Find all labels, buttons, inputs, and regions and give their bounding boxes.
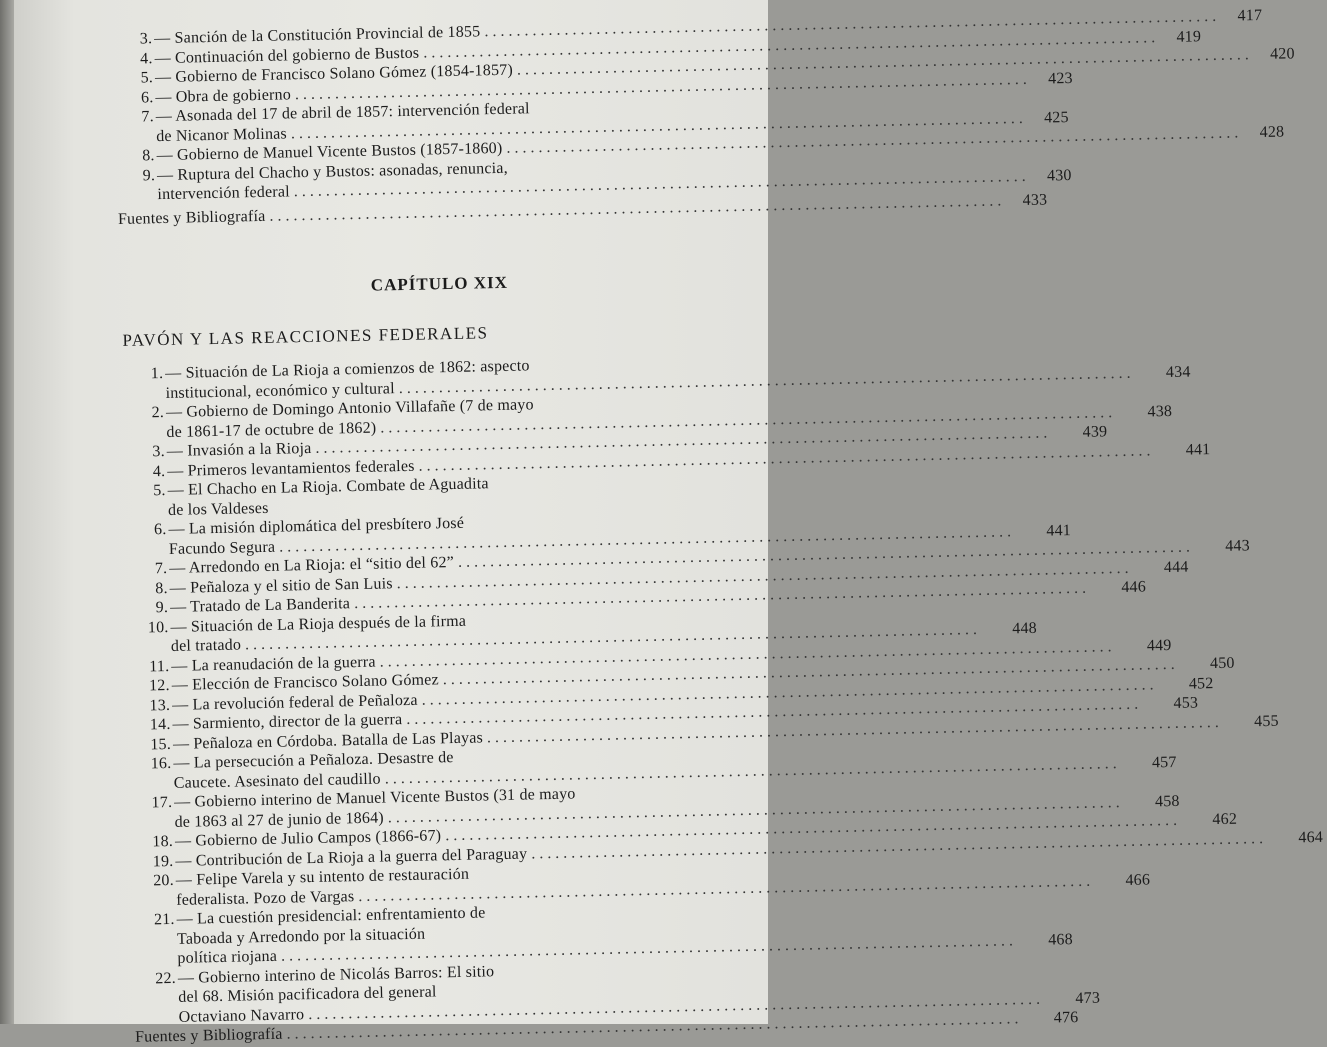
entry-number: 14.: [149, 715, 171, 734]
entry-number: 7.: [154, 560, 168, 578]
entry-line: — Arredondo en La Rioja: el “sitio del 62”: [169, 553, 455, 577]
entry-line: del 68. Misión pacificadora del general: [178, 983, 437, 1006]
entry-page: 443: [1225, 537, 1251, 555]
entry-page: 434: [1165, 363, 1191, 381]
bibliography-label: Fuentes y Bibliografía: [117, 207, 266, 228]
entry-page: 458: [1154, 792, 1180, 810]
entry-number: 22.: [155, 969, 177, 987]
entry-number: 9.: [155, 598, 169, 617]
entry-page: 468: [1048, 931, 1074, 949]
entry-number: 3.: [152, 443, 166, 461]
entry-line: — Gobierno de Manuel Vicente Bustos (1857-1860): [156, 139, 503, 165]
bibliography-page: 476: [1053, 1009, 1079, 1027]
entry-page: 462: [1212, 810, 1238, 829]
entry-page: 438: [1147, 402, 1173, 420]
entry-line: — Ruptura del Chacho y Bustos: asonadas, renuncia,: [156, 159, 508, 184]
entry-page: 455: [1253, 712, 1279, 730]
entry-line: — Tratado de La Banderita: [169, 595, 351, 616]
entry-number: 16.: [150, 754, 172, 773]
entry-page: 448: [1012, 619, 1038, 638]
entry-line: — Felipe Varela y su intento de restauración: [175, 865, 470, 889]
entry-line: política riojana: [177, 947, 278, 967]
entry-line: — Primeros levantamientos federales: [167, 457, 415, 480]
entry-page: 450: [1209, 654, 1235, 673]
entry-line: Octaviano Navarro: [178, 1005, 305, 1026]
entry-line: de 1863 al 27 de junio de 1864): [174, 809, 385, 831]
entry-line: — Peñaloza en Córdoba. Batalla de Las Playas: [172, 728, 484, 753]
entry-page: 439: [1082, 423, 1108, 441]
entry-page: 441: [1046, 521, 1072, 540]
entry-page: 457: [1151, 753, 1177, 771]
entry-line: — Sarmiento, director de la guerra: [172, 711, 403, 733]
entry-line: — Obra de gobierno: [155, 85, 292, 106]
chapter-heading: CAPÍTULO XIX: [370, 272, 509, 295]
entry-line: Caucete. Asesinato del caudillo: [173, 770, 381, 792]
entry-line: federalista. Pozo de Vargas: [176, 887, 355, 909]
entry-page: 420: [1269, 45, 1295, 63]
entry-number: 3.: [139, 30, 153, 48]
entry-number: 2.: [151, 404, 165, 422]
table-of-contents: [114, 6, 1324, 1047]
entry-line: — Gobierno interino de Nicolás Barros: El sitio: [177, 962, 495, 987]
entry-line: — Elección de Francisco Solano Gómez: [171, 671, 439, 694]
entry-page: 430: [1046, 166, 1072, 185]
entry-line: — Invasión a la Rioja: [166, 439, 312, 460]
entry-page: 449: [1146, 636, 1172, 655]
entry-page: 419: [1176, 27, 1202, 46]
entry-number: 11.: [149, 657, 170, 675]
entry-number: 7.: [141, 108, 155, 126]
entry-line: — La misión diplomática del presbítero José: [168, 514, 465, 538]
entry-line: — Situación de La Rioja después de la firma: [170, 612, 467, 636]
bibliography-page: 433: [1022, 190, 1048, 209]
entry-line: del tratado: [170, 636, 242, 655]
entry-number: 18.: [152, 832, 174, 851]
entry-line: de Nicanor Molinas: [156, 124, 288, 145]
entry-line: — Sanción de la Constitución Provincial de 1855: [154, 23, 481, 48]
book-page: [14, 0, 1324, 1046]
entry-number: 8.: [155, 579, 168, 597]
entry-number: 8.: [142, 147, 155, 165]
entry-line: — Situación de La Rioja a comienzos de 1862: aspecto: [165, 357, 530, 383]
entry-number: 4.: [140, 49, 153, 67]
chapter-title: PAVÓN Y LAS REACCIONES FEDERALES: [122, 323, 489, 350]
entry-number: 9.: [142, 166, 156, 184]
entry-line: — Gobierno de Francisco Solano Gómez (1854-1857): [154, 61, 514, 87]
entry-line: intervención federal: [157, 183, 290, 204]
entry-page: 444: [1163, 558, 1189, 576]
entry-number: 15.: [150, 735, 172, 753]
entry-page: 466: [1125, 870, 1151, 889]
entry-line: de 1861-17 de octubre de 1862): [166, 419, 377, 441]
entry-line: — Asonada del 17 de abril de 1857: intervención federal: [155, 100, 530, 126]
entry-page: 464: [1298, 828, 1324, 846]
entry-line: — El Chacho en La Rioja. Combate de Aguadita: [167, 475, 489, 499]
entry-page: 453: [1173, 694, 1199, 712]
entry-page: 473: [1075, 989, 1101, 1007]
entry-page: 441: [1185, 440, 1211, 459]
entry-number: 20.: [153, 871, 175, 890]
entry-line: — Peñaloza y el sitio de San Luis: [169, 574, 393, 597]
entry-page: 452: [1188, 674, 1214, 693]
entry-page: 417: [1237, 6, 1263, 25]
entry-number: 5.: [153, 482, 166, 500]
entry-line: Facundo Segura: [168, 538, 276, 558]
entry-number: 19.: [152, 852, 174, 870]
entry-line: — La reanudación de la guerra: [171, 653, 376, 675]
entry-line: — La revolución federal de Peñaloza: [171, 691, 418, 714]
entry-line: — La cuestión presidencial: enfrentamiento de: [176, 904, 486, 928]
entry-number: 6.: [140, 88, 154, 106]
entry-line: — La persecución a Peñaloza. Desastre de: [173, 749, 454, 772]
book-gutter: [0, 0, 14, 1024]
entry-number: 12.: [148, 676, 170, 695]
entry-line: Taboada y Arredondo por la situación: [176, 925, 426, 948]
entry-number: 4.: [152, 462, 166, 480]
entry-line: — Continuación del gobierno de Bustos: [154, 44, 420, 67]
entry-line: — Gobierno interino de Manuel Vicente Bustos (31 de mayo: [174, 785, 576, 811]
entry-page: 446: [1121, 578, 1147, 597]
entry-line: de los Valdeses: [167, 499, 269, 519]
entry-page: 425: [1043, 108, 1069, 127]
entry-number: 17.: [151, 793, 173, 812]
entry-line: — Gobierno de Julio Campos (1866-67): [174, 827, 442, 850]
entry-number: 13.: [149, 696, 171, 714]
entry-number: 1.: [150, 365, 164, 383]
entry-line: — Contribución de La Rioja a la guerra del Paraguay: [175, 845, 528, 870]
entry-number: 21.: [153, 910, 175, 929]
entry-line: — Gobierno de Domingo Antonio Villafañe (7 de mayo: [165, 396, 534, 421]
entry-line: institucional, económico y cultural: [165, 379, 395, 402]
entry-page: 423: [1047, 69, 1073, 87]
entry-page: 428: [1259, 123, 1285, 142]
entry-number: 10.: [147, 618, 169, 636]
entry-number: 6.: [153, 521, 167, 539]
bibliography-label: Fuentes y Bibliografía: [134, 1025, 283, 1046]
entry-number: 5.: [140, 69, 154, 87]
